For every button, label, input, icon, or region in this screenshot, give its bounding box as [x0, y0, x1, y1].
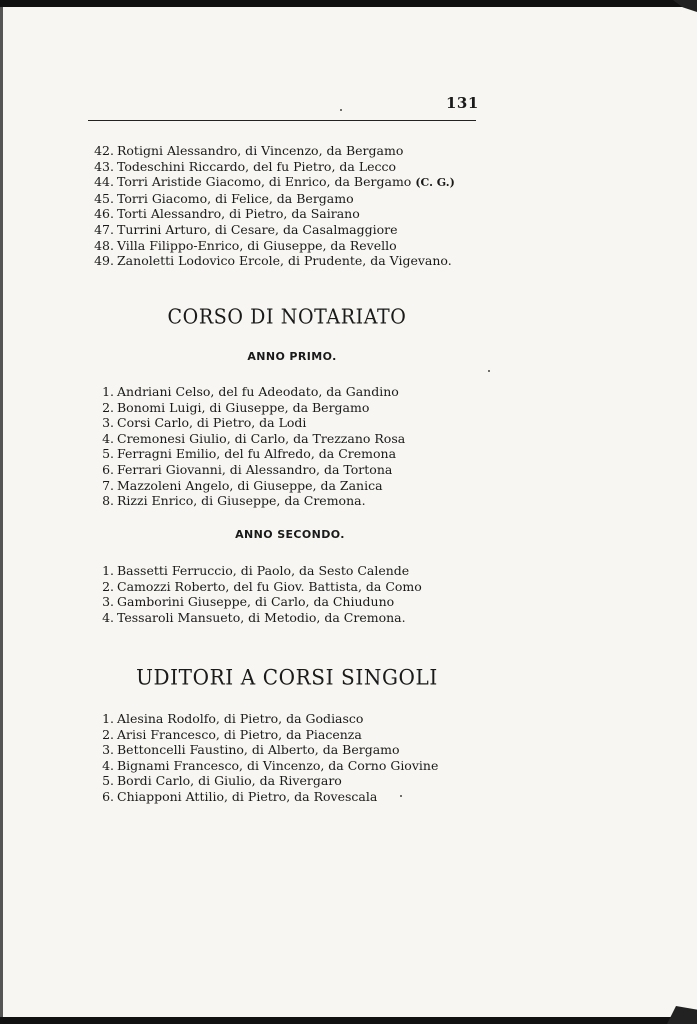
item-text: Camozzi Roberto, del fu Giov. Battista, da Como — [117, 578, 422, 594]
list-item — [90, 143, 455, 159]
item-number: 1. — [102, 384, 114, 399]
list-item — [90, 206, 455, 222]
item-number: 2. — [102, 578, 114, 594]
item-number: 48. — [94, 237, 114, 253]
item-text: Alesina Rodolfo, di Pietro, da Godiasco — [117, 711, 364, 726]
subheading-anno-primo: ANNO PRIMO. — [247, 350, 337, 363]
item-number: 4. — [102, 430, 114, 446]
item-number: 47. — [94, 221, 114, 237]
list-item — [90, 758, 438, 774]
item-number: 2. — [102, 726, 114, 742]
item-text: Bonomi Luigi, di Giuseppe, da Bergamo — [117, 399, 370, 415]
list-item — [90, 478, 405, 494]
item-text: Andriani Celso, del fu Adeodato, da Gandino — [117, 384, 399, 399]
page-number: 131 — [446, 94, 479, 112]
item-text: Villa Filippo-Enrico, di Giuseppe, da Revello — [117, 237, 397, 253]
item-text: Arisi Francesco, di Pietro, da Piacenza — [117, 726, 362, 742]
list-item — [90, 742, 438, 758]
item-text: Torri Aristide Giacomo, di Enrico, da Bergamo — [117, 174, 412, 190]
section-title-notariato: CORSO DI NOTARIATO — [167, 305, 407, 329]
item-text: Bassetti Ferruccio, di Paolo, da Sesto Calende — [117, 563, 410, 578]
item-number: 45. — [94, 190, 114, 206]
item-text: Zanoletti Lodovico Ercole, di Prudente, da Vigevano. — [117, 253, 452, 269]
list-item — [90, 711, 438, 727]
item-number: 49. — [94, 253, 114, 269]
item-number: 2. — [102, 399, 114, 415]
item-number: 1. — [102, 711, 114, 726]
item-number: 3. — [102, 415, 114, 431]
header-rule — [88, 120, 476, 121]
item-text: Bettoncelli Faustino, di Alberto, da Bergamo — [117, 742, 400, 758]
item-text: Corsi Carlo, di Pietro, da Lodi — [117, 415, 307, 431]
list-item — [90, 174, 455, 191]
anno-secondo-list — [90, 563, 422, 625]
item-number: 44. — [94, 174, 114, 190]
item-text: Ferragni Emilio, del fu Alfredo, da Cremona — [117, 446, 397, 462]
list-item — [90, 415, 405, 431]
list-item — [90, 610, 422, 626]
item-text: Chiapponi Attilio, di Pietro, da Rovescala — [117, 788, 378, 804]
item-number: 3. — [102, 594, 114, 610]
print-speck — [340, 109, 342, 111]
list-item — [90, 563, 422, 579]
item-text: Torri Giacomo, di Felice, da Bergamo — [117, 190, 354, 206]
item-tag: (C. G.) — [415, 176, 455, 190]
item-number: 1. — [102, 563, 114, 578]
list-item — [90, 431, 405, 447]
list-item — [90, 594, 422, 610]
item-number: 4. — [102, 609, 114, 625]
list-item — [90, 579, 422, 595]
scan-corner-mark-bottom — [667, 1006, 697, 1024]
uditori-list — [90, 711, 438, 805]
subheading-anno-secondo: ANNO SECONDO. — [235, 528, 345, 541]
item-text: Bignami Francesco, di Vincenzo, da Corno Giovine — [117, 757, 439, 773]
item-text: Gamborini Giuseppe, di Carlo, da Chiuduno — [117, 594, 395, 610]
list-item — [90, 159, 455, 175]
item-text: Mazzoleni Angelo, di Giuseppe, da Zanica — [117, 477, 383, 493]
item-number: 6. — [102, 788, 114, 804]
item-text: Tessaroli Mansueto, di Metodio, da Cremona. — [117, 609, 406, 625]
list-item — [90, 493, 405, 509]
item-text: Torti Alessandro, di Pietro, da Sairano — [117, 206, 360, 222]
list-item — [90, 253, 455, 269]
item-text: Todeschini Riccardo, del fu Pietro, da Lecco — [117, 158, 397, 174]
list-item — [90, 727, 438, 743]
item-number: 46. — [94, 206, 114, 222]
item-number: 43. — [94, 158, 114, 174]
scan-top-edge — [0, 0, 697, 7]
scan-bottom-edge — [0, 1017, 697, 1024]
item-text: Rizzi Enrico, di Giuseppe, da Cremona. — [117, 493, 366, 509]
list-item — [90, 384, 405, 400]
list-item — [90, 789, 438, 805]
list-item — [90, 222, 455, 238]
item-number: 7. — [102, 477, 114, 493]
item-number: 4. — [102, 757, 114, 773]
item-text: Ferrari Giovanni, di Alessandro, da Tortona — [117, 461, 393, 477]
item-text: Cremonesi Giulio, di Carlo, da Trezzano Rosa — [117, 430, 406, 446]
section-title-uditori: UDITORI A CORSI SINGOLI — [136, 664, 438, 690]
item-text: Turrini Arturo, di Cesare, da Casalmaggiore — [117, 221, 398, 237]
print-speck — [400, 795, 402, 797]
list-item — [90, 446, 405, 462]
list-item — [90, 773, 438, 789]
item-number: 8. — [102, 493, 114, 509]
list-item — [90, 238, 455, 254]
list-item — [90, 400, 405, 416]
item-text: Bordi Carlo, di Giulio, da Rivergaro — [117, 773, 342, 789]
print-speck — [488, 370, 490, 372]
scan-left-edge — [0, 7, 3, 1017]
top-student-list — [90, 143, 455, 269]
list-item — [90, 462, 405, 478]
anno-primo-list — [90, 384, 405, 509]
list-item — [90, 191, 455, 207]
item-number: 42. — [94, 143, 114, 158]
item-number: 5. — [102, 773, 114, 789]
item-number: 3. — [102, 742, 114, 758]
item-number: 6. — [102, 461, 114, 477]
item-text: Rotigni Alessandro, di Vincenzo, da Bergamo — [117, 143, 404, 158]
item-number: 5. — [102, 446, 114, 462]
